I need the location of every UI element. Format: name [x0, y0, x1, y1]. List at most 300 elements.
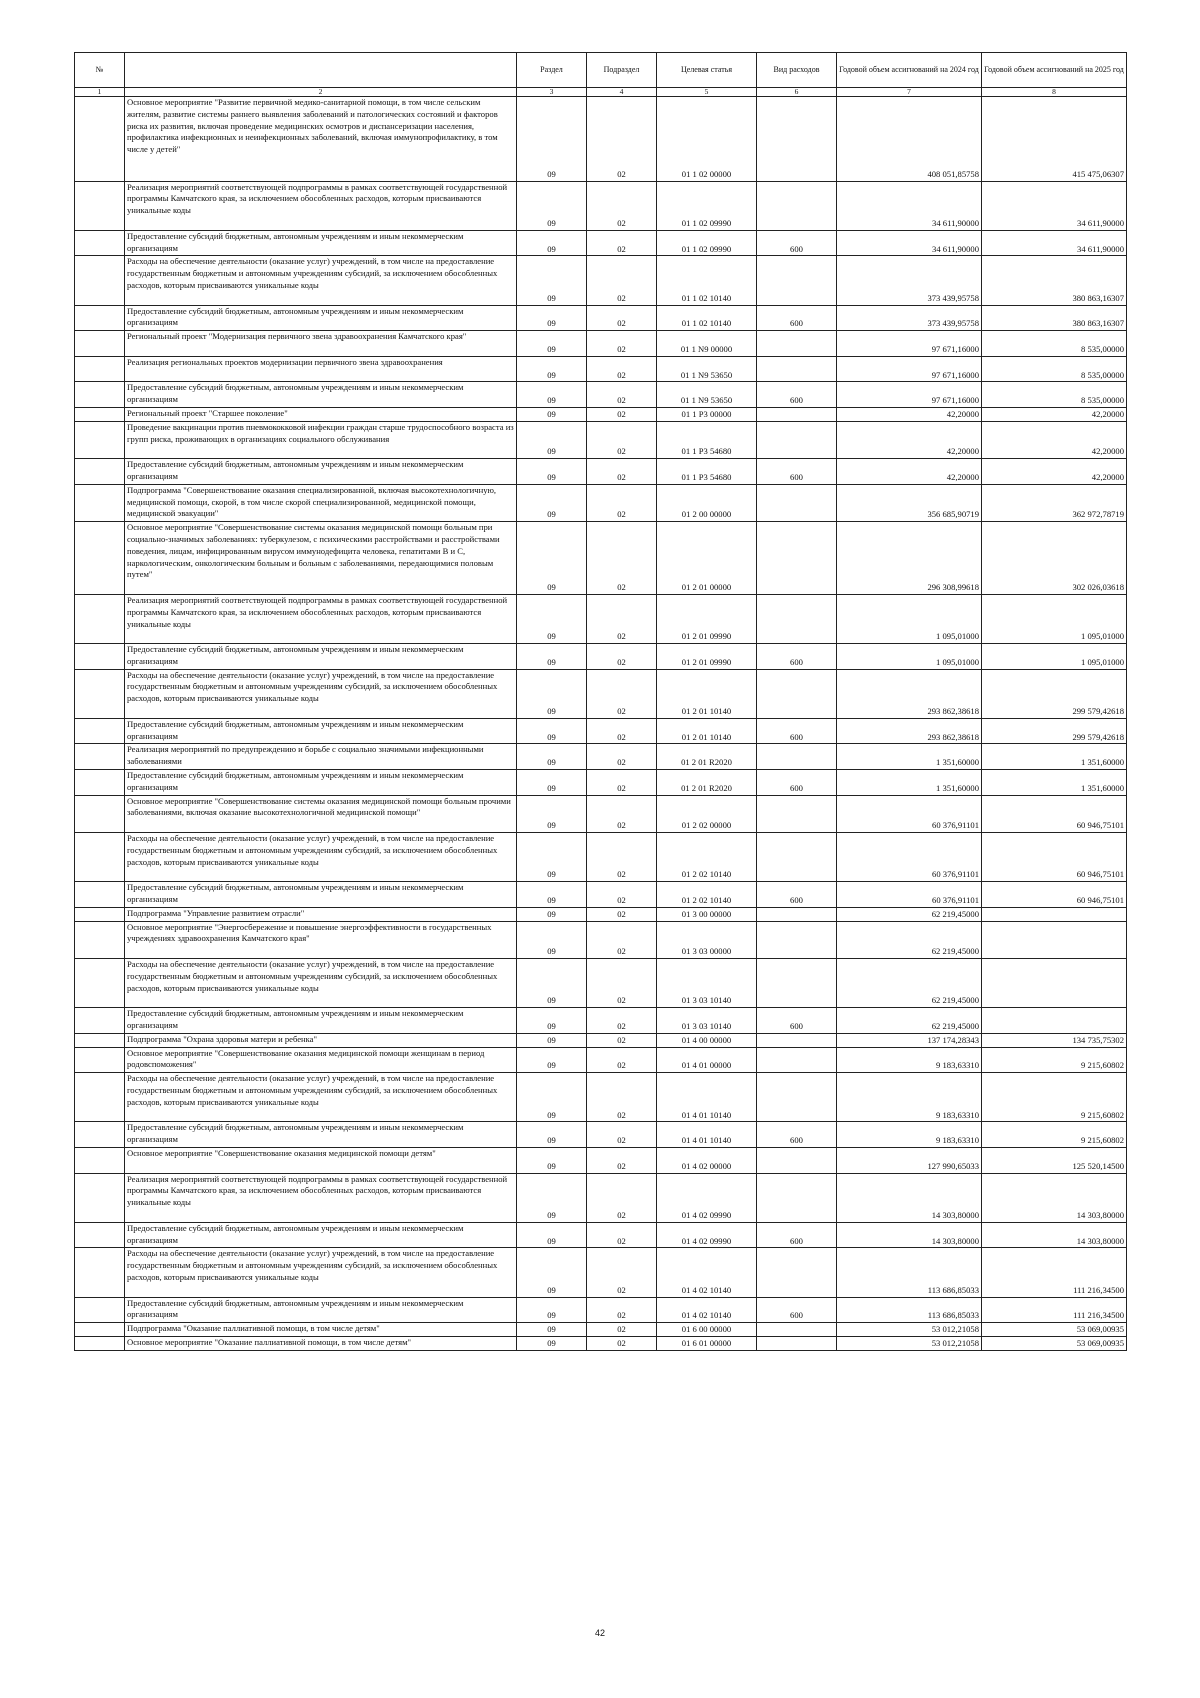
- row-number-cell: [75, 594, 125, 643]
- podrazdel-cell: 02: [587, 1122, 657, 1148]
- tselevaya-statya-cell: 01 1 02 10140: [657, 305, 757, 331]
- table-row: [75, 331, 1127, 357]
- column-index-row: [75, 88, 1127, 97]
- column-index: 8: [982, 88, 1127, 97]
- vid-rashodov-cell: [757, 907, 837, 921]
- razdel-cell: 09: [517, 305, 587, 331]
- razdel-cell: 09: [517, 407, 587, 421]
- table-row: [75, 644, 1127, 670]
- razdel-cell: 09: [517, 907, 587, 921]
- row-name-cell: Основное мероприятие "Совершенствование оказания медицинской помощи женщинам в период родовспоможения": [125, 1047, 517, 1073]
- podrazdel-cell: 02: [587, 594, 657, 643]
- amount-2024-cell: 127 990,65033: [837, 1147, 982, 1173]
- razdel-cell: 09: [517, 181, 587, 230]
- podrazdel-cell: 02: [587, 97, 657, 182]
- row-number-cell: [75, 744, 125, 770]
- amount-2024-cell: 373 439,95758: [837, 256, 982, 305]
- column-index: 7: [837, 88, 982, 97]
- row-number-cell: [75, 356, 125, 382]
- amount-2024-cell: 137 174,28343: [837, 1033, 982, 1047]
- amount-2024-cell: 9 183,63310: [837, 1122, 982, 1148]
- header-tselevaya-statya: Целевая статья: [657, 53, 757, 88]
- tselevaya-statya-cell: 01 2 01 09990: [657, 644, 757, 670]
- table-row: [75, 256, 1127, 305]
- row-number-cell: [75, 907, 125, 921]
- tselevaya-statya-cell: 01 4 02 10140: [657, 1248, 757, 1297]
- amount-2024-cell: 60 376,91101: [837, 833, 982, 882]
- table-row: [75, 594, 1127, 643]
- row-name-cell: Подпрограмма "Управление развитием отрасли": [125, 907, 517, 921]
- header-name: [125, 53, 517, 88]
- podrazdel-cell: 02: [587, 1297, 657, 1323]
- amount-2025-cell: 34 611,90000: [982, 230, 1127, 256]
- table-row: [75, 1248, 1127, 1297]
- vid-rashodov-cell: 600: [757, 305, 837, 331]
- razdel-cell: 09: [517, 1173, 587, 1222]
- amount-2024-cell: 53 012,21058: [837, 1336, 982, 1350]
- vid-rashodov-cell: [757, 356, 837, 382]
- razdel-cell: 09: [517, 1008, 587, 1034]
- amount-2025-cell: 60 946,75101: [982, 833, 1127, 882]
- amount-2024-cell: 62 219,45000: [837, 959, 982, 1008]
- tselevaya-statya-cell: 01 3 03 00000: [657, 921, 757, 958]
- razdel-cell: 09: [517, 356, 587, 382]
- razdel-cell: 09: [517, 833, 587, 882]
- row-name-cell: Расходы на обеспечение деятельности (оказание услуг) учреждений, в том числе на предоставление государственным бюджетным и автономным учреждениям субсидий, за исключением обособленных расходов, которым присваиваются уникальные коды: [125, 833, 517, 882]
- row-name-cell: Расходы на обеспечение деятельности (оказание услуг) учреждений, в том числе на предоставление государственным бюджетным и автономным учреждениям субсидий, за исключением обособленных расходов, которым присваиваются уникальные коды: [125, 1073, 517, 1122]
- amount-2024-cell: 296 308,99618: [837, 522, 982, 595]
- row-number-cell: [75, 795, 125, 832]
- row-number-cell: [75, 882, 125, 908]
- amount-2025-cell: 1 351,60000: [982, 770, 1127, 796]
- tselevaya-statya-cell: 01 2 02 10140: [657, 833, 757, 882]
- podrazdel-cell: 02: [587, 1336, 657, 1350]
- vid-rashodov-cell: [757, 959, 837, 1008]
- row-number-cell: [75, 1147, 125, 1173]
- amount-2025-cell: 42,20000: [982, 421, 1127, 458]
- column-index: 3: [517, 88, 587, 97]
- podrazdel-cell: 02: [587, 356, 657, 382]
- row-name-cell: Предоставление субсидий бюджетным, автономным учреждениям и иным некоммерческим организациям: [125, 459, 517, 485]
- table-row: [75, 1173, 1127, 1222]
- header-podrazdel: Подраздел: [587, 53, 657, 88]
- amount-2025-cell: 134 735,75302: [982, 1033, 1127, 1047]
- row-number-cell: [75, 305, 125, 331]
- vid-rashodov-cell: [757, 181, 837, 230]
- table-row: [75, 1033, 1127, 1047]
- tselevaya-statya-cell: 01 4 02 09990: [657, 1222, 757, 1248]
- row-number-cell: [75, 959, 125, 1008]
- row-name-cell: Предоставление субсидий бюджетным, автономным учреждениям и иным некоммерческим организациям: [125, 1222, 517, 1248]
- podrazdel-cell: 02: [587, 305, 657, 331]
- amount-2025-cell: 380 863,16307: [982, 305, 1127, 331]
- amount-2025-cell: 9 215,60802: [982, 1047, 1127, 1073]
- amount-2024-cell: 62 219,45000: [837, 907, 982, 921]
- amount-2025-cell: [982, 921, 1127, 958]
- podrazdel-cell: 02: [587, 421, 657, 458]
- table-row: [75, 1147, 1127, 1173]
- column-index: 6: [757, 88, 837, 97]
- vid-rashodov-cell: [757, 1147, 837, 1173]
- row-name-cell: Реализация мероприятий соответствующей подпрограммы в рамках соответствующей государственной программы Камчатского края, за исключением обособленных расходов, которым присваиваются уникальные коды: [125, 1173, 517, 1222]
- table-row: [75, 459, 1127, 485]
- amount-2024-cell: 9 183,63310: [837, 1073, 982, 1122]
- table-row: [75, 407, 1127, 421]
- razdel-cell: 09: [517, 256, 587, 305]
- tselevaya-statya-cell: 01 3 03 10140: [657, 959, 757, 1008]
- podrazdel-cell: 02: [587, 382, 657, 408]
- podrazdel-cell: 02: [587, 718, 657, 744]
- podrazdel-cell: 02: [587, 1248, 657, 1297]
- vid-rashodov-cell: [757, 1073, 837, 1122]
- podrazdel-cell: 02: [587, 1222, 657, 1248]
- amount-2025-cell: 1 095,01000: [982, 644, 1127, 670]
- vid-rashodov-cell: [757, 744, 837, 770]
- column-index: 4: [587, 88, 657, 97]
- row-name-cell: Реализация региональных проектов модернизации первичного звена здравоохранения: [125, 356, 517, 382]
- razdel-cell: 09: [517, 882, 587, 908]
- tselevaya-statya-cell: 01 3 03 10140: [657, 1008, 757, 1034]
- razdel-cell: 09: [517, 382, 587, 408]
- table-row: [75, 484, 1127, 521]
- header-vid-rashodov: Вид расходов: [757, 53, 837, 88]
- row-number-cell: [75, 1323, 125, 1337]
- row-name-cell: Предоставление субсидий бюджетным, автономным учреждениям и иным некоммерческим организациям: [125, 1297, 517, 1323]
- tselevaya-statya-cell: 01 1 P3 54680: [657, 459, 757, 485]
- tselevaya-statya-cell: 01 6 01 00000: [657, 1336, 757, 1350]
- tselevaya-statya-cell: 01 4 00 00000: [657, 1033, 757, 1047]
- vid-rashodov-cell: 600: [757, 770, 837, 796]
- table-row: [75, 1222, 1127, 1248]
- row-name-cell: Предоставление субсидий бюджетным, автономным учреждениям и иным некоммерческим организациям: [125, 382, 517, 408]
- amount-2024-cell: 1 351,60000: [837, 770, 982, 796]
- row-number-cell: [75, 669, 125, 718]
- razdel-cell: 09: [517, 921, 587, 958]
- tselevaya-statya-cell: 01 4 02 00000: [657, 1147, 757, 1173]
- row-number-cell: [75, 256, 125, 305]
- amount-2024-cell: 14 303,80000: [837, 1222, 982, 1248]
- row-name-cell: Основное мероприятие "Совершенствование системы оказания медицинской помощи больным прочими заболеваниями, включая оказание высокотехнологичной медицинской помощи": [125, 795, 517, 832]
- table-row: [75, 882, 1127, 908]
- amount-2024-cell: 113 686,85033: [837, 1297, 982, 1323]
- podrazdel-cell: 02: [587, 921, 657, 958]
- amount-2024-cell: 53 012,21058: [837, 1323, 982, 1337]
- podrazdel-cell: 02: [587, 1173, 657, 1222]
- podrazdel-cell: 02: [587, 770, 657, 796]
- row-name-cell: Основное мероприятие "Совершенствование оказания медицинской помощи детям": [125, 1147, 517, 1173]
- podrazdel-cell: 02: [587, 669, 657, 718]
- amount-2025-cell: 14 303,80000: [982, 1173, 1127, 1222]
- razdel-cell: 09: [517, 1336, 587, 1350]
- razdel-cell: 09: [517, 959, 587, 1008]
- table-row: [75, 1336, 1127, 1350]
- amount-2024-cell: 408 051,85758: [837, 97, 982, 182]
- row-number-cell: [75, 522, 125, 595]
- tselevaya-statya-cell: 01 4 02 09990: [657, 1173, 757, 1222]
- row-number-cell: [75, 1173, 125, 1222]
- razdel-cell: 09: [517, 421, 587, 458]
- row-name-cell: Подпрограмма "Совершенствование оказания специализированной, включая высокотехнологичную, медицинской помощи, скорой, в том числе скорой специализированной, медицинской помощи, медицинской эвакуации": [125, 484, 517, 521]
- podrazdel-cell: 02: [587, 256, 657, 305]
- row-name-cell: Предоставление субсидий бюджетным, автономным учреждениям и иным некоммерческим организациям: [125, 305, 517, 331]
- amount-2025-cell: 380 863,16307: [982, 256, 1127, 305]
- tselevaya-statya-cell: 01 2 02 00000: [657, 795, 757, 832]
- vid-rashodov-cell: 600: [757, 882, 837, 908]
- razdel-cell: 09: [517, 1033, 587, 1047]
- razdel-cell: 09: [517, 484, 587, 521]
- table-row: [75, 1073, 1127, 1122]
- amount-2025-cell: 415 475,06307: [982, 97, 1127, 182]
- header-num: №: [75, 53, 125, 88]
- table-row: [75, 718, 1127, 744]
- vid-rashodov-cell: [757, 1047, 837, 1073]
- row-name-cell: Предоставление субсидий бюджетным, автономным учреждениям и иным некоммерческим организациям: [125, 1122, 517, 1148]
- amount-2024-cell: 60 376,91101: [837, 795, 982, 832]
- tselevaya-statya-cell: 01 4 01 10140: [657, 1122, 757, 1148]
- amount-2024-cell: 293 862,38618: [837, 718, 982, 744]
- amount-2024-cell: 34 611,90000: [837, 181, 982, 230]
- row-number-cell: [75, 718, 125, 744]
- amount-2025-cell: 9 215,60802: [982, 1073, 1127, 1122]
- row-name-cell: Реализация мероприятий соответствующей подпрограммы в рамках соответствующей государственной программы Камчатского края, за исключением обособленных расходов, которым присваиваются уникальные коды: [125, 594, 517, 643]
- amount-2025-cell: 302 026,03618: [982, 522, 1127, 595]
- tselevaya-statya-cell: 01 4 02 10140: [657, 1297, 757, 1323]
- header-amount-2025: Годовой объем ассигнований на 2025 год: [982, 53, 1127, 88]
- razdel-cell: 09: [517, 669, 587, 718]
- table-row: [75, 522, 1127, 595]
- razdel-cell: 09: [517, 594, 587, 643]
- row-number-cell: [75, 770, 125, 796]
- table-row: [75, 356, 1127, 382]
- amount-2025-cell: 299 579,42618: [982, 669, 1127, 718]
- amount-2024-cell: 1 351,60000: [837, 744, 982, 770]
- podrazdel-cell: 02: [587, 484, 657, 521]
- row-name-cell: Расходы на обеспечение деятельности (оказание услуг) учреждений, в том числе на предоставление государственным бюджетным и автономным учреждениям субсидий, за исключением обособленных расходов, которым присваиваются уникальные коды: [125, 959, 517, 1008]
- row-name-cell: Подпрограмма "Охрана здоровья матери и ребенка": [125, 1033, 517, 1047]
- vid-rashodov-cell: [757, 522, 837, 595]
- amount-2024-cell: 113 686,85033: [837, 1248, 982, 1297]
- podrazdel-cell: 02: [587, 1323, 657, 1337]
- row-number-cell: [75, 1122, 125, 1148]
- amount-2025-cell: 8 535,00000: [982, 331, 1127, 357]
- amount-2024-cell: 42,20000: [837, 459, 982, 485]
- amount-2025-cell: 1 095,01000: [982, 594, 1127, 643]
- vid-rashodov-cell: [757, 669, 837, 718]
- row-name-cell: Расходы на обеспечение деятельности (оказание услуг) учреждений, в том числе на предоставление государственным бюджетным и автономным учреждениям субсидий, за исключением обособленных расходов, которым присваиваются уникальные коды: [125, 1248, 517, 1297]
- row-name-cell: Основное мероприятие "Совершенствование системы оказания медицинской помощи больным при социально-значимых заболеваниях: туберкулезом, с психическими расстройствами и расстройствами поведения, лицам, инфицированным вирусом иммунодефицита человека, гепатитами В и С, наркологическим, онкологическим больным и больным с заболеваниями, передающимися половым путем": [125, 522, 517, 595]
- razdel-cell: 09: [517, 1147, 587, 1173]
- table-body: [75, 97, 1127, 1351]
- table-row: [75, 959, 1127, 1008]
- row-name-cell: Расходы на обеспечение деятельности (оказание услуг) учреждений, в том числе на предоставление государственным бюджетным и автономным учреждениям субсидий, за исключением обособленных расходов, которым присваиваются уникальные коды: [125, 669, 517, 718]
- table-row: [75, 97, 1127, 182]
- header-razdel: Раздел: [517, 53, 587, 88]
- razdel-cell: 09: [517, 331, 587, 357]
- amount-2025-cell: 42,20000: [982, 459, 1127, 485]
- podrazdel-cell: 02: [587, 907, 657, 921]
- vid-rashodov-cell: [757, 594, 837, 643]
- amount-2025-cell: 14 303,80000: [982, 1222, 1127, 1248]
- vid-rashodov-cell: 600: [757, 1122, 837, 1148]
- row-name-cell: Основное мероприятие "Энергосбережение и повышение энергоэффективности в государственных учреждениях здравоохранения Камчатского края": [125, 921, 517, 958]
- razdel-cell: 09: [517, 1323, 587, 1337]
- podrazdel-cell: 02: [587, 230, 657, 256]
- row-name-cell: Основное мероприятие "Оказание паллиативной помощи, в том числе детям": [125, 1336, 517, 1350]
- vid-rashodov-cell: 600: [757, 718, 837, 744]
- amount-2024-cell: 42,20000: [837, 421, 982, 458]
- row-number-cell: [75, 1008, 125, 1034]
- table-row: [75, 795, 1127, 832]
- row-number-cell: [75, 644, 125, 670]
- amount-2024-cell: 97 671,16000: [837, 382, 982, 408]
- podrazdel-cell: 02: [587, 744, 657, 770]
- column-index: 2: [125, 88, 517, 97]
- row-number-cell: [75, 181, 125, 230]
- row-number-cell: [75, 1336, 125, 1350]
- table-row: [75, 1008, 1127, 1034]
- tselevaya-statya-cell: 01 2 01 00000: [657, 522, 757, 595]
- row-number-cell: [75, 331, 125, 357]
- vid-rashodov-cell: 600: [757, 644, 837, 670]
- tselevaya-statya-cell: 01 1 02 00000: [657, 97, 757, 182]
- tselevaya-statya-cell: 01 1 P3 54680: [657, 421, 757, 458]
- podrazdel-cell: 02: [587, 407, 657, 421]
- row-number-cell: [75, 484, 125, 521]
- tselevaya-statya-cell: 01 2 02 10140: [657, 882, 757, 908]
- vid-rashodov-cell: 600: [757, 1222, 837, 1248]
- row-number-cell: [75, 421, 125, 458]
- razdel-cell: 09: [517, 230, 587, 256]
- row-number-cell: [75, 1222, 125, 1248]
- row-name-cell: Подпрограмма "Оказание паллиативной помощи, в том числе детям": [125, 1323, 517, 1337]
- razdel-cell: 09: [517, 1122, 587, 1148]
- table-row: [75, 907, 1127, 921]
- vid-rashodov-cell: [757, 921, 837, 958]
- razdel-cell: 09: [517, 522, 587, 595]
- podrazdel-cell: 02: [587, 959, 657, 1008]
- podrazdel-cell: 02: [587, 1147, 657, 1173]
- amount-2024-cell: 293 862,38618: [837, 669, 982, 718]
- row-number-cell: [75, 97, 125, 182]
- podrazdel-cell: 02: [587, 644, 657, 670]
- amount-2024-cell: 373 439,95758: [837, 305, 982, 331]
- row-number-cell: [75, 1248, 125, 1297]
- header-row: [75, 53, 1127, 88]
- vid-rashodov-cell: [757, 97, 837, 182]
- table-row: [75, 1297, 1127, 1323]
- vid-rashodov-cell: [757, 1033, 837, 1047]
- tselevaya-statya-cell: 01 1 P3 00000: [657, 407, 757, 421]
- tselevaya-statya-cell: 01 1 02 09990: [657, 230, 757, 256]
- podrazdel-cell: 02: [587, 459, 657, 485]
- row-name-cell: Расходы на обеспечение деятельности (оказание услуг) учреждений, в том числе на предоставление государственным бюджетным и автономным учреждениям субсидий, за исключением обособленных расходов, которым присваиваются уникальные коды: [125, 256, 517, 305]
- vid-rashodov-cell: [757, 331, 837, 357]
- podrazdel-cell: 02: [587, 181, 657, 230]
- vid-rashodov-cell: [757, 484, 837, 521]
- row-name-cell: Предоставление субсидий бюджетным, автономным учреждениям и иным некоммерческим организациям: [125, 1008, 517, 1034]
- row-name-cell: Предоставление субсидий бюджетным, автономным учреждениям и иным некоммерческим организациям: [125, 718, 517, 744]
- razdel-cell: 09: [517, 1248, 587, 1297]
- amount-2024-cell: 97 671,16000: [837, 331, 982, 357]
- amount-2024-cell: 9 183,63310: [837, 1047, 982, 1073]
- page-number: 42: [594, 1628, 605, 1638]
- vid-rashodov-cell: [757, 833, 837, 882]
- podrazdel-cell: 02: [587, 522, 657, 595]
- podrazdel-cell: 02: [587, 331, 657, 357]
- amount-2025-cell: 125 520,14500: [982, 1147, 1127, 1173]
- razdel-cell: 09: [517, 1073, 587, 1122]
- table-row: [75, 744, 1127, 770]
- amount-2025-cell: [982, 907, 1127, 921]
- amount-2025-cell: 9 215,60802: [982, 1122, 1127, 1148]
- vid-rashodov-cell: [757, 256, 837, 305]
- amount-2024-cell: 60 376,91101: [837, 882, 982, 908]
- tselevaya-statya-cell: 01 4 01 00000: [657, 1047, 757, 1073]
- amount-2024-cell: 1 095,01000: [837, 594, 982, 643]
- tselevaya-statya-cell: 01 2 01 R2020: [657, 744, 757, 770]
- amount-2025-cell: 53 069,00935: [982, 1336, 1127, 1350]
- budget-table: [74, 52, 1127, 1351]
- amount-2024-cell: 1 095,01000: [837, 644, 982, 670]
- vid-rashodov-cell: [757, 1323, 837, 1337]
- row-name-cell: Предоставление субсидий бюджетным, автономным учреждениям и иным некоммерческим организациям: [125, 644, 517, 670]
- razdel-cell: 09: [517, 1222, 587, 1248]
- tselevaya-statya-cell: 01 2 01 09990: [657, 594, 757, 643]
- amount-2024-cell: 42,20000: [837, 407, 982, 421]
- amount-2025-cell: 362 972,78719: [982, 484, 1127, 521]
- podrazdel-cell: 02: [587, 833, 657, 882]
- podrazdel-cell: 02: [587, 1008, 657, 1034]
- table-row: [75, 181, 1127, 230]
- tselevaya-statya-cell: 01 1 N9 53650: [657, 356, 757, 382]
- tselevaya-statya-cell: 01 1 N9 53650: [657, 382, 757, 408]
- amount-2025-cell: 34 611,90000: [982, 181, 1127, 230]
- row-name-cell: Проведение вакцинации против пневмококковой инфекции граждан старше трудоспособного возраста из групп риска, проживающих в организациях социального обслуживания: [125, 421, 517, 458]
- vid-rashodov-cell: [757, 1336, 837, 1350]
- row-number-cell: [75, 382, 125, 408]
- tselevaya-statya-cell: 01 3 00 00000: [657, 907, 757, 921]
- table-row: [75, 770, 1127, 796]
- row-name-cell: Основное мероприятие "Развитие первичной медико-санитарной помощи, в том числе сельским жителям, развитие системы раннего выявления заболеваний и патологических состояний и факторов риска их развития, включая проведение медицинских осмотров и диспансеризации населения, профилактика инфекционных и неинфекционных заболеваний, включая иммунопрофилактику, в том числе у детей": [125, 97, 517, 182]
- row-name-cell: Предоставление субсидий бюджетным, автономным учреждениям и иным некоммерческим организациям: [125, 770, 517, 796]
- tselevaya-statya-cell: 01 4 01 10140: [657, 1073, 757, 1122]
- razdel-cell: 09: [517, 1047, 587, 1073]
- header-amount-2024: Годовой объем ассигнований на 2024 год: [837, 53, 982, 88]
- table-row: [75, 833, 1127, 882]
- amount-2025-cell: 60 946,75101: [982, 882, 1127, 908]
- vid-rashodov-cell: [757, 1248, 837, 1297]
- amount-2025-cell: [982, 959, 1127, 1008]
- amount-2025-cell: [982, 1008, 1127, 1034]
- row-number-cell: [75, 1073, 125, 1122]
- row-number-cell: [75, 230, 125, 256]
- tselevaya-statya-cell: 01 2 01 R2020: [657, 770, 757, 796]
- row-name-cell: Реализация мероприятий по предупреждению и борьбе с социально значимыми инфекционными заболеваниями: [125, 744, 517, 770]
- row-name-cell: Региональный проект "Модернизация первичного звена здравоохранения Камчатского края": [125, 331, 517, 357]
- amount-2024-cell: 62 219,45000: [837, 1008, 982, 1034]
- amount-2025-cell: 42,20000: [982, 407, 1127, 421]
- column-index: 1: [75, 88, 125, 97]
- tselevaya-statya-cell: 01 2 01 10140: [657, 718, 757, 744]
- table-row: [75, 421, 1127, 458]
- row-name-cell: Предоставление субсидий бюджетным, автономным учреждениям и иным некоммерческим организациям: [125, 230, 517, 256]
- podrazdel-cell: 02: [587, 795, 657, 832]
- column-index: 5: [657, 88, 757, 97]
- tselevaya-statya-cell: 01 2 01 10140: [657, 669, 757, 718]
- amount-2025-cell: 8 535,00000: [982, 356, 1127, 382]
- tselevaya-statya-cell: 01 1 02 09990: [657, 181, 757, 230]
- razdel-cell: 09: [517, 97, 587, 182]
